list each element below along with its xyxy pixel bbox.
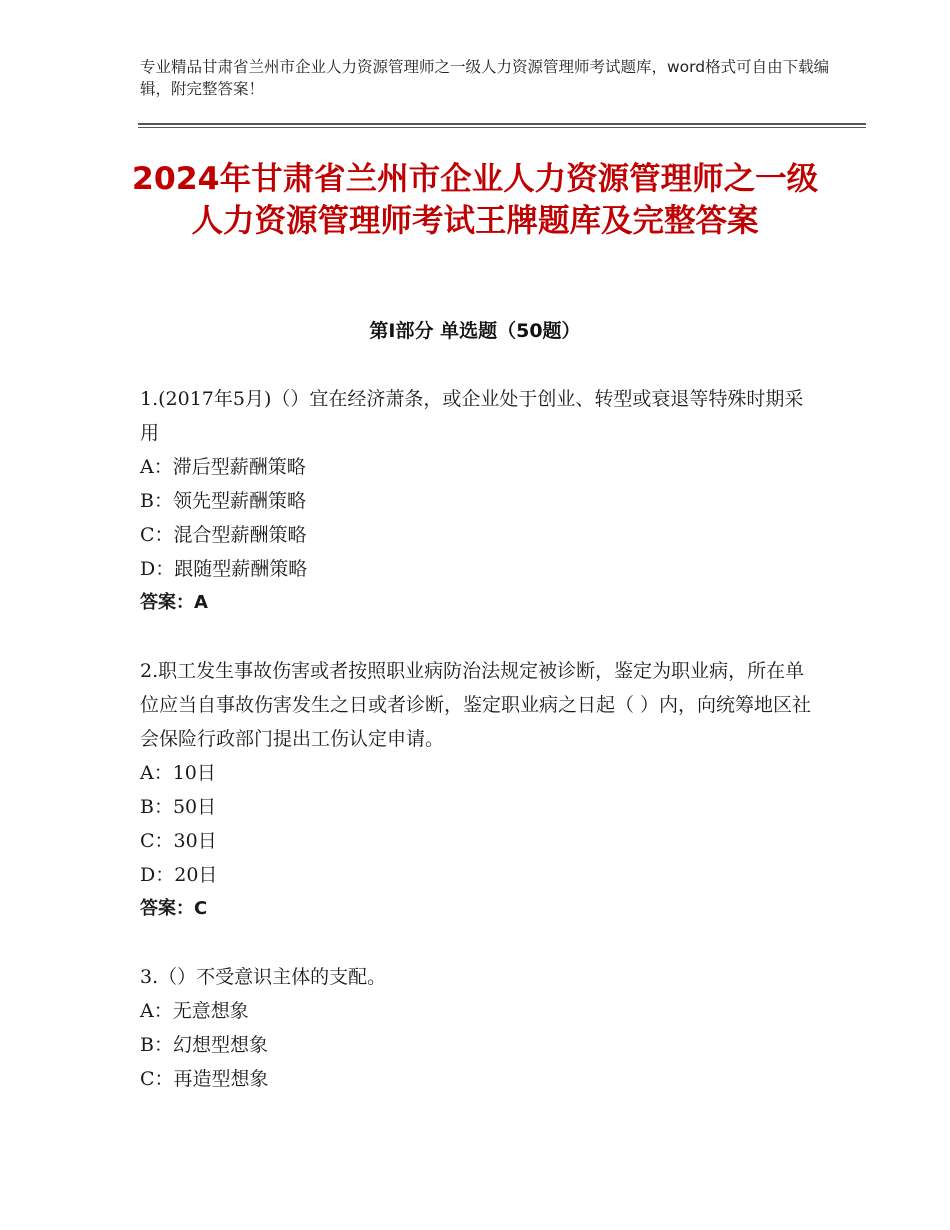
option-a: A：滞后型薪酬策略 <box>140 456 306 478</box>
question-text: 1.(2017年5月)（）宜在经济萧条，或企业处于创业、转型或衰退等特殊时期采用 <box>140 388 804 444</box>
question-1 <box>140 382 820 620</box>
option-c: C：再造型想象 <box>140 1068 269 1090</box>
question-2 <box>140 654 820 926</box>
option-c: C：30日 <box>140 830 217 852</box>
document-header <box>140 56 830 100</box>
question-text: 3.（）不受意识主体的支配。 <box>140 966 387 988</box>
document-title: 2024年甘肃省兰州市企业人力资源管理师之一级人力资源管理师考试王牌题库及完整答案 <box>131 161 819 239</box>
option-b: B：领先型薪酬策略 <box>140 490 306 512</box>
header-text: 专业精品甘肃省兰州市企业人力资源管理师之一级人力资源管理师考试题库，word格式可自由下载编辑，附完整答案！ <box>140 58 830 98</box>
answer: 答案：C <box>140 898 208 919</box>
option-a: A：10日 <box>140 762 216 784</box>
option-c: C：混合型薪酬策略 <box>140 524 307 546</box>
option-b: B：50日 <box>140 796 217 818</box>
header-rule-thick <box>138 123 866 125</box>
answer: 答案：A <box>140 592 208 613</box>
option-d: D：跟随型薪酬策略 <box>140 558 308 580</box>
header-rule-thin <box>138 127 866 128</box>
question-text: 2.职工发生事故伤害或者按照职业病防治法规定被诊断，鉴定为职业病，所在单位应当自事故伤害发生之日或者诊断，鉴定职业病之日起（ ）内，向统筹地区社会保险行政部门提出工伤认定申请。 <box>140 660 812 750</box>
option-d: D：20日 <box>140 864 218 886</box>
question-3 <box>140 960 820 1096</box>
option-b: B：幻想型想象 <box>140 1034 268 1056</box>
option-a: A：无意想象 <box>140 1000 249 1022</box>
section-heading: 第Ⅰ部分 单选题（50题） <box>369 320 581 342</box>
question-list <box>140 382 820 1130</box>
